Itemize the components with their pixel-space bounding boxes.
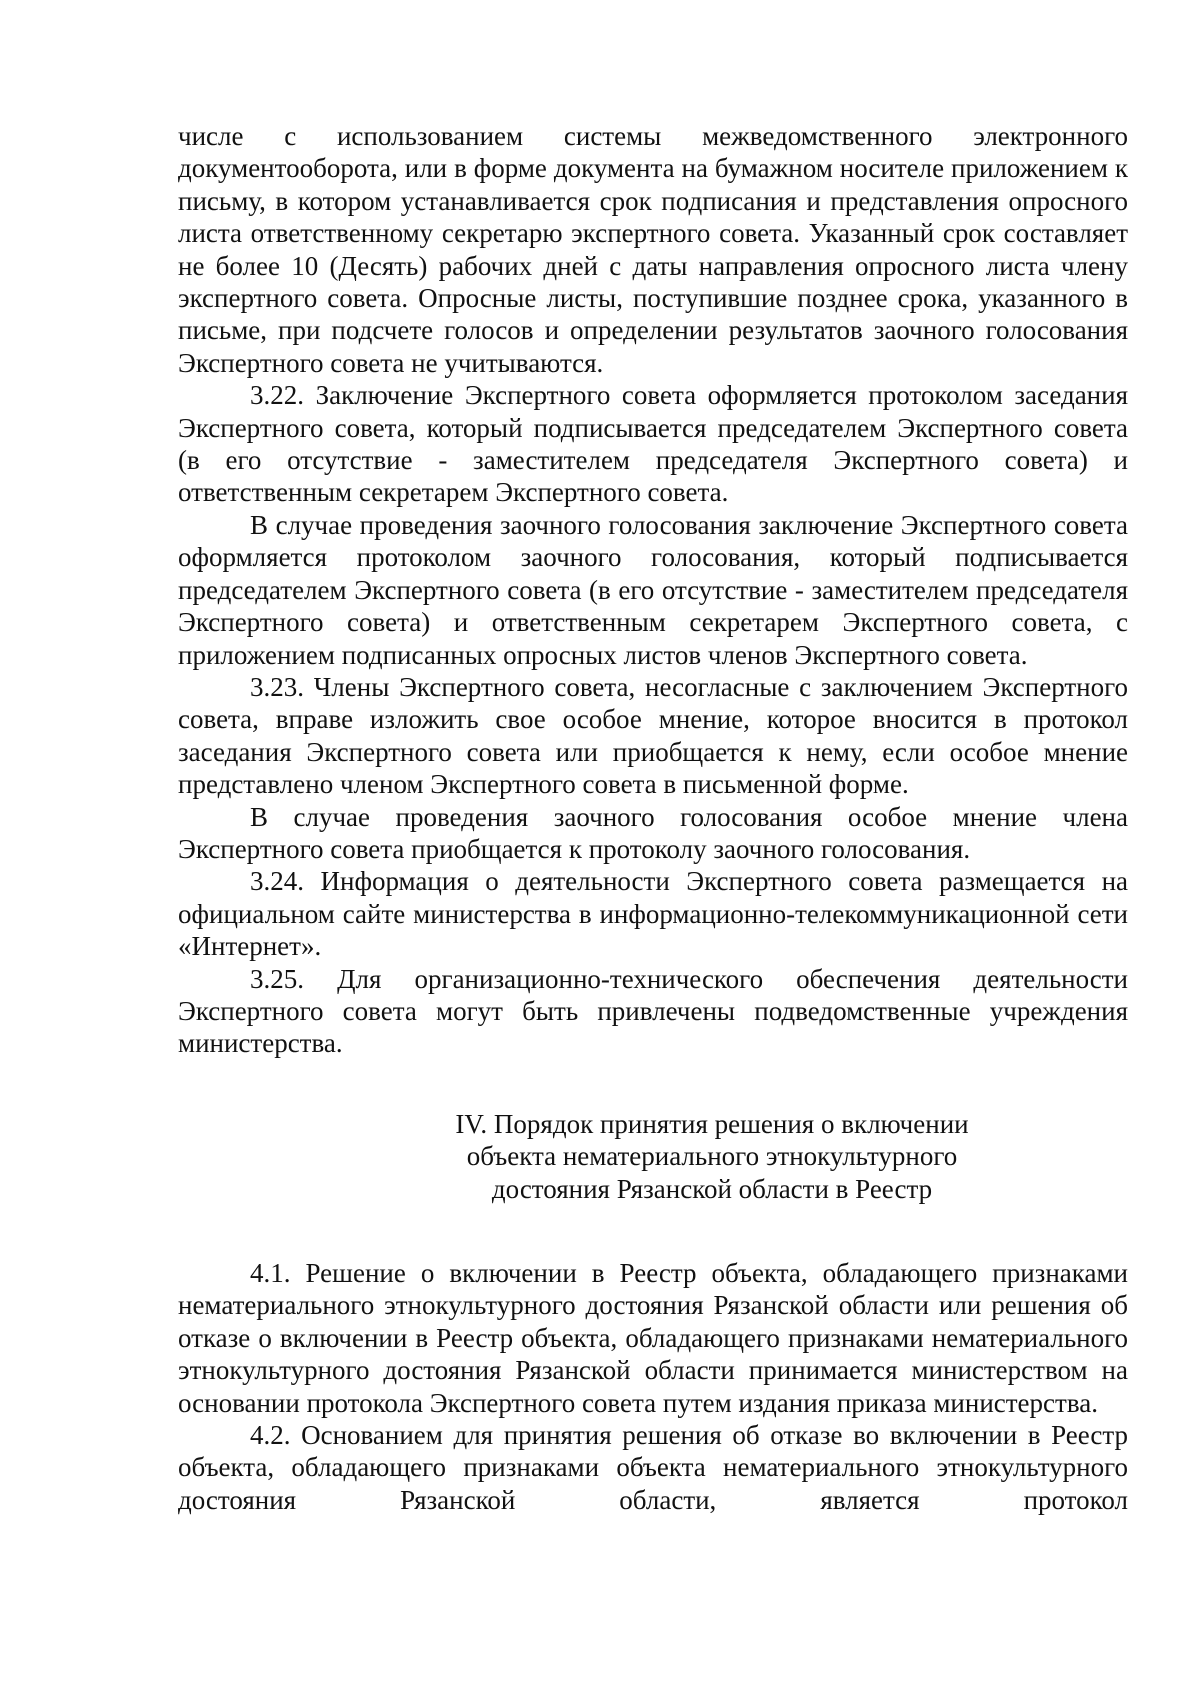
paragraph-3-25: 3.25. Для организационно-технического обеспечения деятельности Экспертного совета могут быть привлечены подведомственные учреждения министерства. [178, 963, 1128, 1059]
paragraph-absentee-conclusion: В случае проведения заочного голосования заключение Экспертного совета оформляется протоколом заочного голосования, который подписывается председателем Экспертного совета (в его отсутствие - заместителем председателя Экспертного совета) и ответственным секретарем Экспертного совета, с приложением подписанных опросных листов членов Экспертного совета. [178, 509, 1128, 670]
section-heading-line: объекта нематериального этнокультурного [466, 1141, 958, 1172]
paragraph-3-23: 3.23. Члены Экспертного совета, несогласные с заключением Экспертного совета, вправе изложить свое особое мнение, которое вносится в протокол заседания Экспертного совета или приобщается к нему, если особое мнение представлено членом Экспертного совета в письменной форме. [178, 671, 1128, 800]
paragraph-4-2: 4.2. Основанием для принятия решения об отказе во включении в Реестр объекта, обладающего признаками объекта нематериального этнокультурного достояния Рязанской области, является протокол [178, 1420, 1128, 1515]
paragraph-3-22: 3.22. Заключение Экспертного совета оформляется протоколом заседания Экспертного совета, который подписывается председателем Экспертного совета (в его отсутствие - заместителем председателя Экспертного совета) и ответственным секретарем Экспертного совета. [178, 380, 1128, 508]
paragraph-absentee-opinion: В случае проведения заочного голосования особое мнение члена Экспертного совета приобщается к протоколу заочного голосования. [178, 801, 1128, 864]
paragraph-voting-deadline: числе с использованием системы межведомственного электронного документооборота, или в форме документа на бумажном носителе приложением к письму, в котором устанавливается срок подписания и представления опросного листа ответственному секретарю экспертного совета. Указанный срок составляет не более 10 (Десять) рабочих дней с даты направления опросного листа члену экспертного совета. Опросные листы, поступившие позднее срока, указанного в письме, при подсчете голосов и определении результатов заочного голосования Экспертного совета не учитываются. [178, 121, 1128, 378]
section-heading-line: IV. Порядок принятия решения о включении [455, 1108, 969, 1139]
paragraph-3-24: 3.24. Информация о деятельности Экспертного совета размещается на официальном сайте министерства в информационно-телекоммуникационной сети «Интернет». [178, 866, 1128, 962]
paragraph-4-1: 4.1. Решение о включении в Реестр объекта, обладающего признаками нематериального этнокультурного достояния Рязанской области или решения об отказе о включении в Реестр объекта, обладающего признаками нематериального этнокультурного достояния Рязанской области принимается министерством на основании протокола Экспертного совета путем издания приказа министерства. [178, 1258, 1128, 1418]
section-heading [178, 1108, 1128, 1205]
section-heading-line: достояния Рязанской области в Реестр [491, 1173, 933, 1204]
document-body [178, 120, 1128, 1516]
